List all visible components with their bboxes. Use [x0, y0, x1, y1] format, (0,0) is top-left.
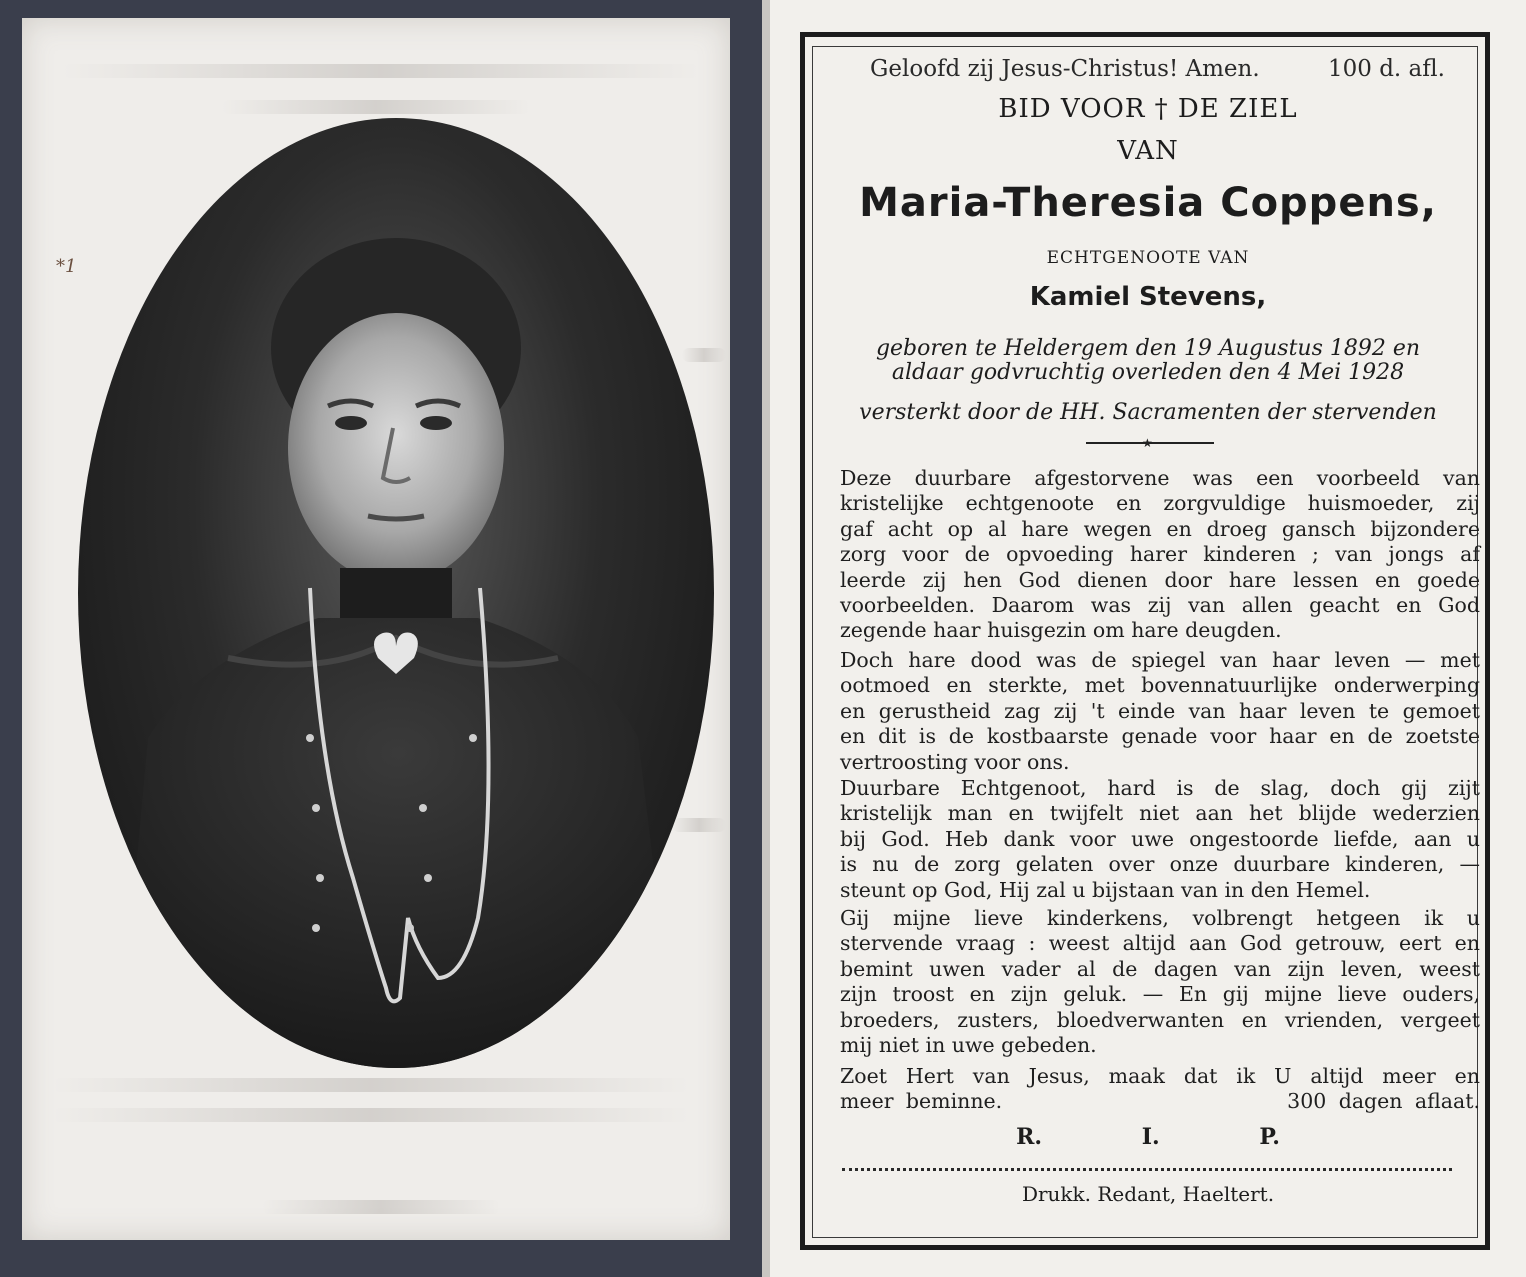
sacraments-line: versterkt door de HH. Sacramenten der stervenden: [859, 400, 1437, 425]
bleed-through-text: [52, 1108, 690, 1122]
spouse-label: ECHTGENOOTE VAN: [1046, 248, 1250, 268]
text-line: steunt op God, Hij zal u bijstaan van in den Hemel.: [840, 877, 1371, 902]
paragraph-virtues: [840, 466, 1480, 644]
text-line: Doch hare dood was de spiegel van haar leven — met: [840, 648, 1480, 672]
portrait-photo: [78, 118, 714, 1068]
pray-for-soul-heading: BID VOOR † DE ZIEL: [998, 94, 1298, 124]
bleed-through-text: [62, 64, 700, 78]
rip-line: [770, 1124, 1526, 1150]
dotted-divider: [842, 1168, 1452, 1171]
text-line: zorg voor de opvoeding harer kinderen ; van jongs af: [840, 542, 1480, 567]
memorial-text-card: [770, 0, 1526, 1277]
text-line: meer beminne. 300 dagen aflaat.: [840, 1089, 1480, 1114]
text-line: en dit is de kostbaarste genade voor haar en de zoetste: [840, 724, 1480, 749]
text-line: Deze duurbare afgestorvene was een voorbeeld van: [840, 466, 1480, 490]
text-line: gaf acht op al hare wegen en droeg gansch bijzondere: [840, 516, 1480, 541]
bleed-through-text: [52, 1078, 690, 1092]
text-line: stervende vraag : weest altijd aan God getrouw, eert en: [840, 931, 1480, 956]
text-line: kristelijke echtgenoote en zorgvuldige huismoeder, zij: [840, 491, 1480, 516]
portrait-illustration: [78, 118, 714, 1068]
bleed-through-text: [222, 100, 530, 114]
header-indulgence: 100 d. afl.: [1328, 56, 1445, 82]
text-line: voorbeelden. Daarom was zij van allen geacht en God: [840, 593, 1480, 618]
text-line: zijn troost en zijn geluk. — En gij mijne lieve ouders,: [840, 982, 1480, 1007]
paragraph-husband: [840, 776, 1480, 903]
printer-credit: Drukk. Redant, Haeltert.: [1021, 1182, 1275, 1206]
divider-star-icon: ★: [1142, 436, 1153, 450]
text-line: bij God. Heb dank voor uwe ongestoorde liefde, aan u: [840, 826, 1480, 851]
text-line: leerde zij hen God dienen door hare lessen en goede: [840, 567, 1480, 592]
text-line: mij niet in uwe gebeden.: [840, 1033, 1097, 1058]
spouse-name: Kamiel Stevens,: [1029, 282, 1267, 312]
photo-card-paper: [22, 18, 730, 1240]
text-line: Gij mijne lieve kinderkens, volbrengt hetgeen ik u: [840, 906, 1480, 930]
text-line: is nu de zorg gelaten over onze duurbare kinderen, —: [840, 852, 1480, 877]
paragraph-death: [840, 648, 1480, 775]
text-line: Zoet Hert van Jesus, maak dat ik U altijd meer en: [840, 1064, 1480, 1088]
marginal-mark: *1: [56, 256, 77, 277]
text-line: en gerustheid zag zij 't einde van haar leven te gemoet: [840, 698, 1480, 723]
text-line: Duurbare Echtgenoot, hard is de slag, doch gij zijt: [840, 776, 1480, 800]
deceased-name: Maria-Theresia Coppens,: [859, 180, 1437, 226]
birth-line: geboren te Heldergem den 19 Augustus 1892 en: [875, 336, 1421, 361]
header-prayer: Geloofd zij Jesus-Christus! Amen.: [870, 56, 1260, 82]
van-heading: VAN: [1117, 136, 1179, 166]
rip-p: P.: [1259, 1124, 1280, 1150]
bleed-through-text: [262, 1200, 500, 1214]
text-line: broeders, zusters, bloedverwanten en vrienden, vergeet: [840, 1007, 1480, 1032]
text-line: bemint uwen vader al de dagen van zijn leven, weest: [840, 956, 1480, 981]
paragraph-prayer: [840, 1064, 1480, 1115]
paragraph-children: [840, 906, 1480, 1058]
text-line: kristelijk man en twijfelt niet aan het blijde wederzien: [840, 801, 1480, 826]
photo-card: [0, 0, 762, 1277]
rip-r: R.: [1016, 1124, 1043, 1150]
text-line: ootmoed en sterkte, met bovennatuurlijke onderwerping: [840, 673, 1480, 698]
text-line: zegende haar huisgezin om hare deugden.: [840, 618, 1282, 643]
rip-i: I.: [1141, 1124, 1160, 1150]
text-line: vertroosting voor ons.: [840, 749, 1070, 774]
death-line: aldaar godvruchtig overleden den 4 Mei 1928: [891, 360, 1405, 385]
